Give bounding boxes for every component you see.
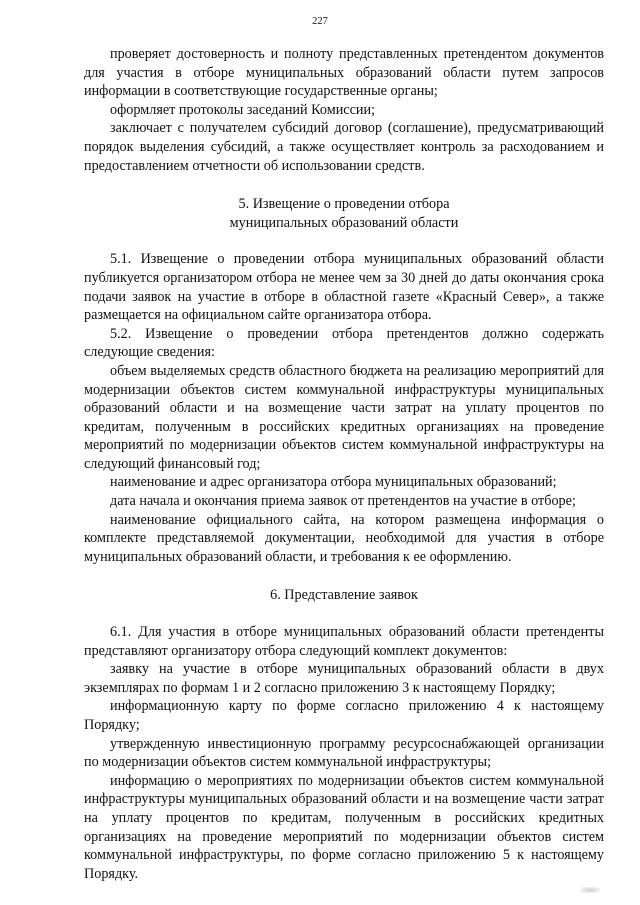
paragraph: заявку на участие в отборе муниципальных образований области в двух экземплярах по формам 1 и 2 согласно приложению 3 к настоящему Порядку; xyxy=(84,661,604,696)
section-heading-line: 6. Представление заявок xyxy=(270,587,418,604)
paragraph: наименование официального сайта, на котором размещена информация о комплекте представляемой документации, необходимой для участия в отборе муниципальных образований области, и требования к ее оформлению. xyxy=(84,511,604,565)
paragraph: дата начала и окончания приема заявок от претендентов на участие в отборе; xyxy=(110,493,576,510)
paragraph: объем выделяемых средств областного бюджета на реализацию мероприятий для модернизации объектов систем коммунальной инфраструктуры муниципальных образований области и на возмещение части затрат на уплату процентов по кредитам, полученным в российских кредитных организациях на проведение мероприятий по модернизации объектов систем коммунальной инфраструктуры на следующий финансовый год; xyxy=(84,362,604,472)
paragraph: оформляет протоколы заседаний Комиссии; xyxy=(110,101,376,118)
section-heading-line: муниципальных образований области xyxy=(229,214,459,231)
paragraph: 6.1. Для участия в отборе муниципальных образований области претенденты представляют организатору отбора следующий комплект документов: xyxy=(84,624,604,659)
paragraph: информационную карту по форме согласно приложению 4 к настоящему Порядку; xyxy=(84,698,604,733)
scan-smudge xyxy=(580,887,600,893)
paragraph: информацию о мероприятиях по модернизации объектов систем коммунальной инфраструктуры муниципальных образований области и на возмещение части затрат на уплату процентов по кредитам, полученным в российских кредитных организациях на проведение мероприятий по модернизации объектов систем коммунальной инфраструктуры, по форме согласно приложению 5 к настоящему Порядку. xyxy=(84,772,604,882)
page-number: 227 xyxy=(312,16,328,27)
paragraph: заключает с получателем субсидий договор (соглашение), предусматривающий порядок выделения субсидий, а также осуществляет контроль за расходованием и предоставлением отчетности об использовании средств. xyxy=(84,120,604,174)
section-5-heading xyxy=(84,195,604,232)
paragraph: 5.1. Извещение о проведении отбора муниципальных образований области публикуется организатором отбора не менее чем за 30 дней до даты окончания срока подачи заявок на участие в отборе в областной газете «Красный Север», а также размещается на официальном сайте организатора отбора. xyxy=(84,251,604,324)
paragraph: наименование и адрес организатора отбора муниципальных образований; xyxy=(110,474,557,491)
section-6-heading xyxy=(84,586,604,605)
paragraph: проверяет достоверность и полноту представленных претендентом документов для участия в отборе муниципальных образований области путем запросов информации в соответствующие государственные органы; xyxy=(84,46,604,100)
section-5-body xyxy=(84,250,604,566)
section-6-body xyxy=(84,623,604,883)
document-body xyxy=(84,45,604,883)
section-heading-line: 5. Извещение о проведении отбора xyxy=(238,196,450,213)
paragraph: 5.2. Извещение о проведении отбора претендентов должно содержать следующие сведения: xyxy=(84,325,604,361)
paragraph: утвержденную инвестиционную программу ресурсоснабжающей организации по модернизации объектов систем коммунальной инфраструктуры; xyxy=(84,735,604,771)
